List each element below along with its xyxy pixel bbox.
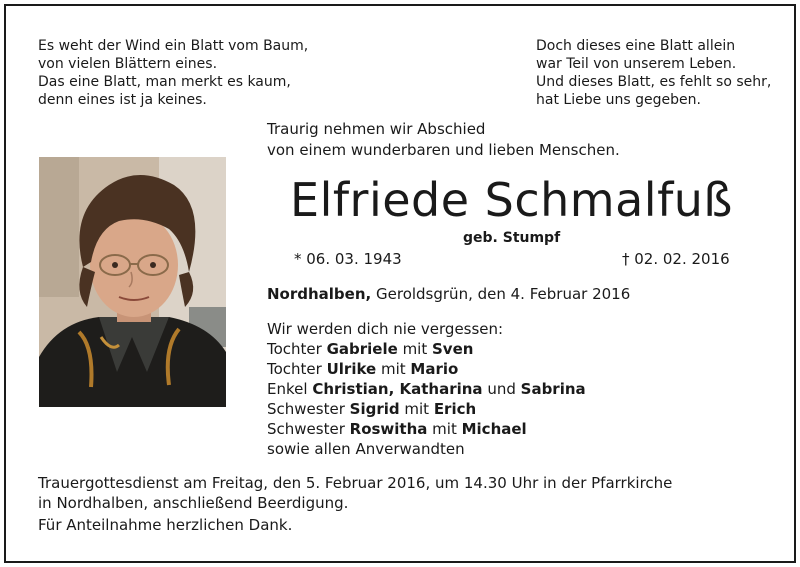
mourner-name: Ulrike — [326, 360, 377, 378]
service-info — [38, 473, 672, 513]
mourner-line — [267, 419, 586, 439]
poem-left — [38, 37, 308, 109]
portrait-photo — [39, 157, 226, 407]
relation: Tochter — [267, 360, 327, 378]
poem-line: denn eines ist ja keines. — [38, 92, 207, 108]
mourner-line — [267, 359, 586, 379]
connector: mit — [397, 340, 432, 358]
birth-name: geb. Stumpf — [463, 230, 561, 246]
death-date: † 02. 02. 2016 — [622, 250, 730, 268]
mourners-list — [267, 319, 586, 459]
poem-line: hat Liebe uns gegeben. — [536, 92, 701, 108]
poem-line: Doch dieses eine Blatt allein — [536, 38, 736, 54]
poem-line: Das eine Blatt, man merkt es kaum, — [38, 74, 291, 90]
poem-line: von vielen Blättern eines. — [38, 56, 218, 72]
mourners-closing: sowie allen Anverwandten — [267, 440, 465, 458]
birth-date: * 06. 03. 1943 — [294, 250, 402, 268]
poem-line: war Teil von unserem Leben. — [536, 56, 737, 72]
mourner-line — [267, 339, 586, 359]
mourner-name: Christian, Katharina — [312, 380, 483, 398]
place-date — [267, 285, 630, 303]
service-line: in Nordhalben, anschließend Beerdigung. — [38, 494, 349, 512]
mourner-name: Roswitha — [349, 420, 428, 438]
poem-line: Und dieses Blatt, es fehlt so sehr, — [536, 74, 772, 90]
relation: Schwester — [267, 420, 350, 438]
mourner-name: Erich — [433, 400, 477, 418]
deceased-name: Elfriede Schmalfuß — [290, 173, 733, 227]
place-date-rest: Geroldsgrün, den 4. Februar 2016 — [371, 285, 631, 303]
connector: und — [482, 380, 521, 398]
mourner-name: Sven — [432, 340, 474, 358]
mourner-line — [267, 379, 586, 399]
connector: mit — [376, 360, 411, 378]
intro-text — [267, 119, 620, 161]
mourner-name: Sigrid — [349, 400, 400, 418]
place-name: Nordhalben, — [267, 285, 372, 303]
relation: Tochter — [267, 340, 327, 358]
relation: Schwester — [267, 400, 350, 418]
poem-right — [536, 37, 771, 109]
intro-line: von einem wunderbaren und lieben Menschen. — [267, 141, 620, 159]
relation: Enkel — [267, 380, 313, 398]
mourner-name: Mario — [410, 360, 459, 378]
mourners-heading: Wir werden dich nie vergessen: — [267, 320, 504, 338]
mourner-name: Michael — [461, 420, 527, 438]
thanks-text: Für Anteilnahme herzlichen Dank. — [38, 516, 293, 534]
mourner-line — [267, 399, 586, 419]
connector: mit — [399, 400, 434, 418]
mourner-name: Sabrina — [520, 380, 586, 398]
mourner-name: Gabriele — [326, 340, 398, 358]
poem-line: Es weht der Wind ein Blatt vom Baum, — [38, 38, 309, 54]
intro-line: Traurig nehmen wir Abschied — [267, 120, 486, 138]
service-line: Trauergottesdienst am Freitag, den 5. Februar 2016, um 14.30 Uhr in der Pfarrkirche — [38, 474, 673, 492]
connector: mit — [427, 420, 462, 438]
